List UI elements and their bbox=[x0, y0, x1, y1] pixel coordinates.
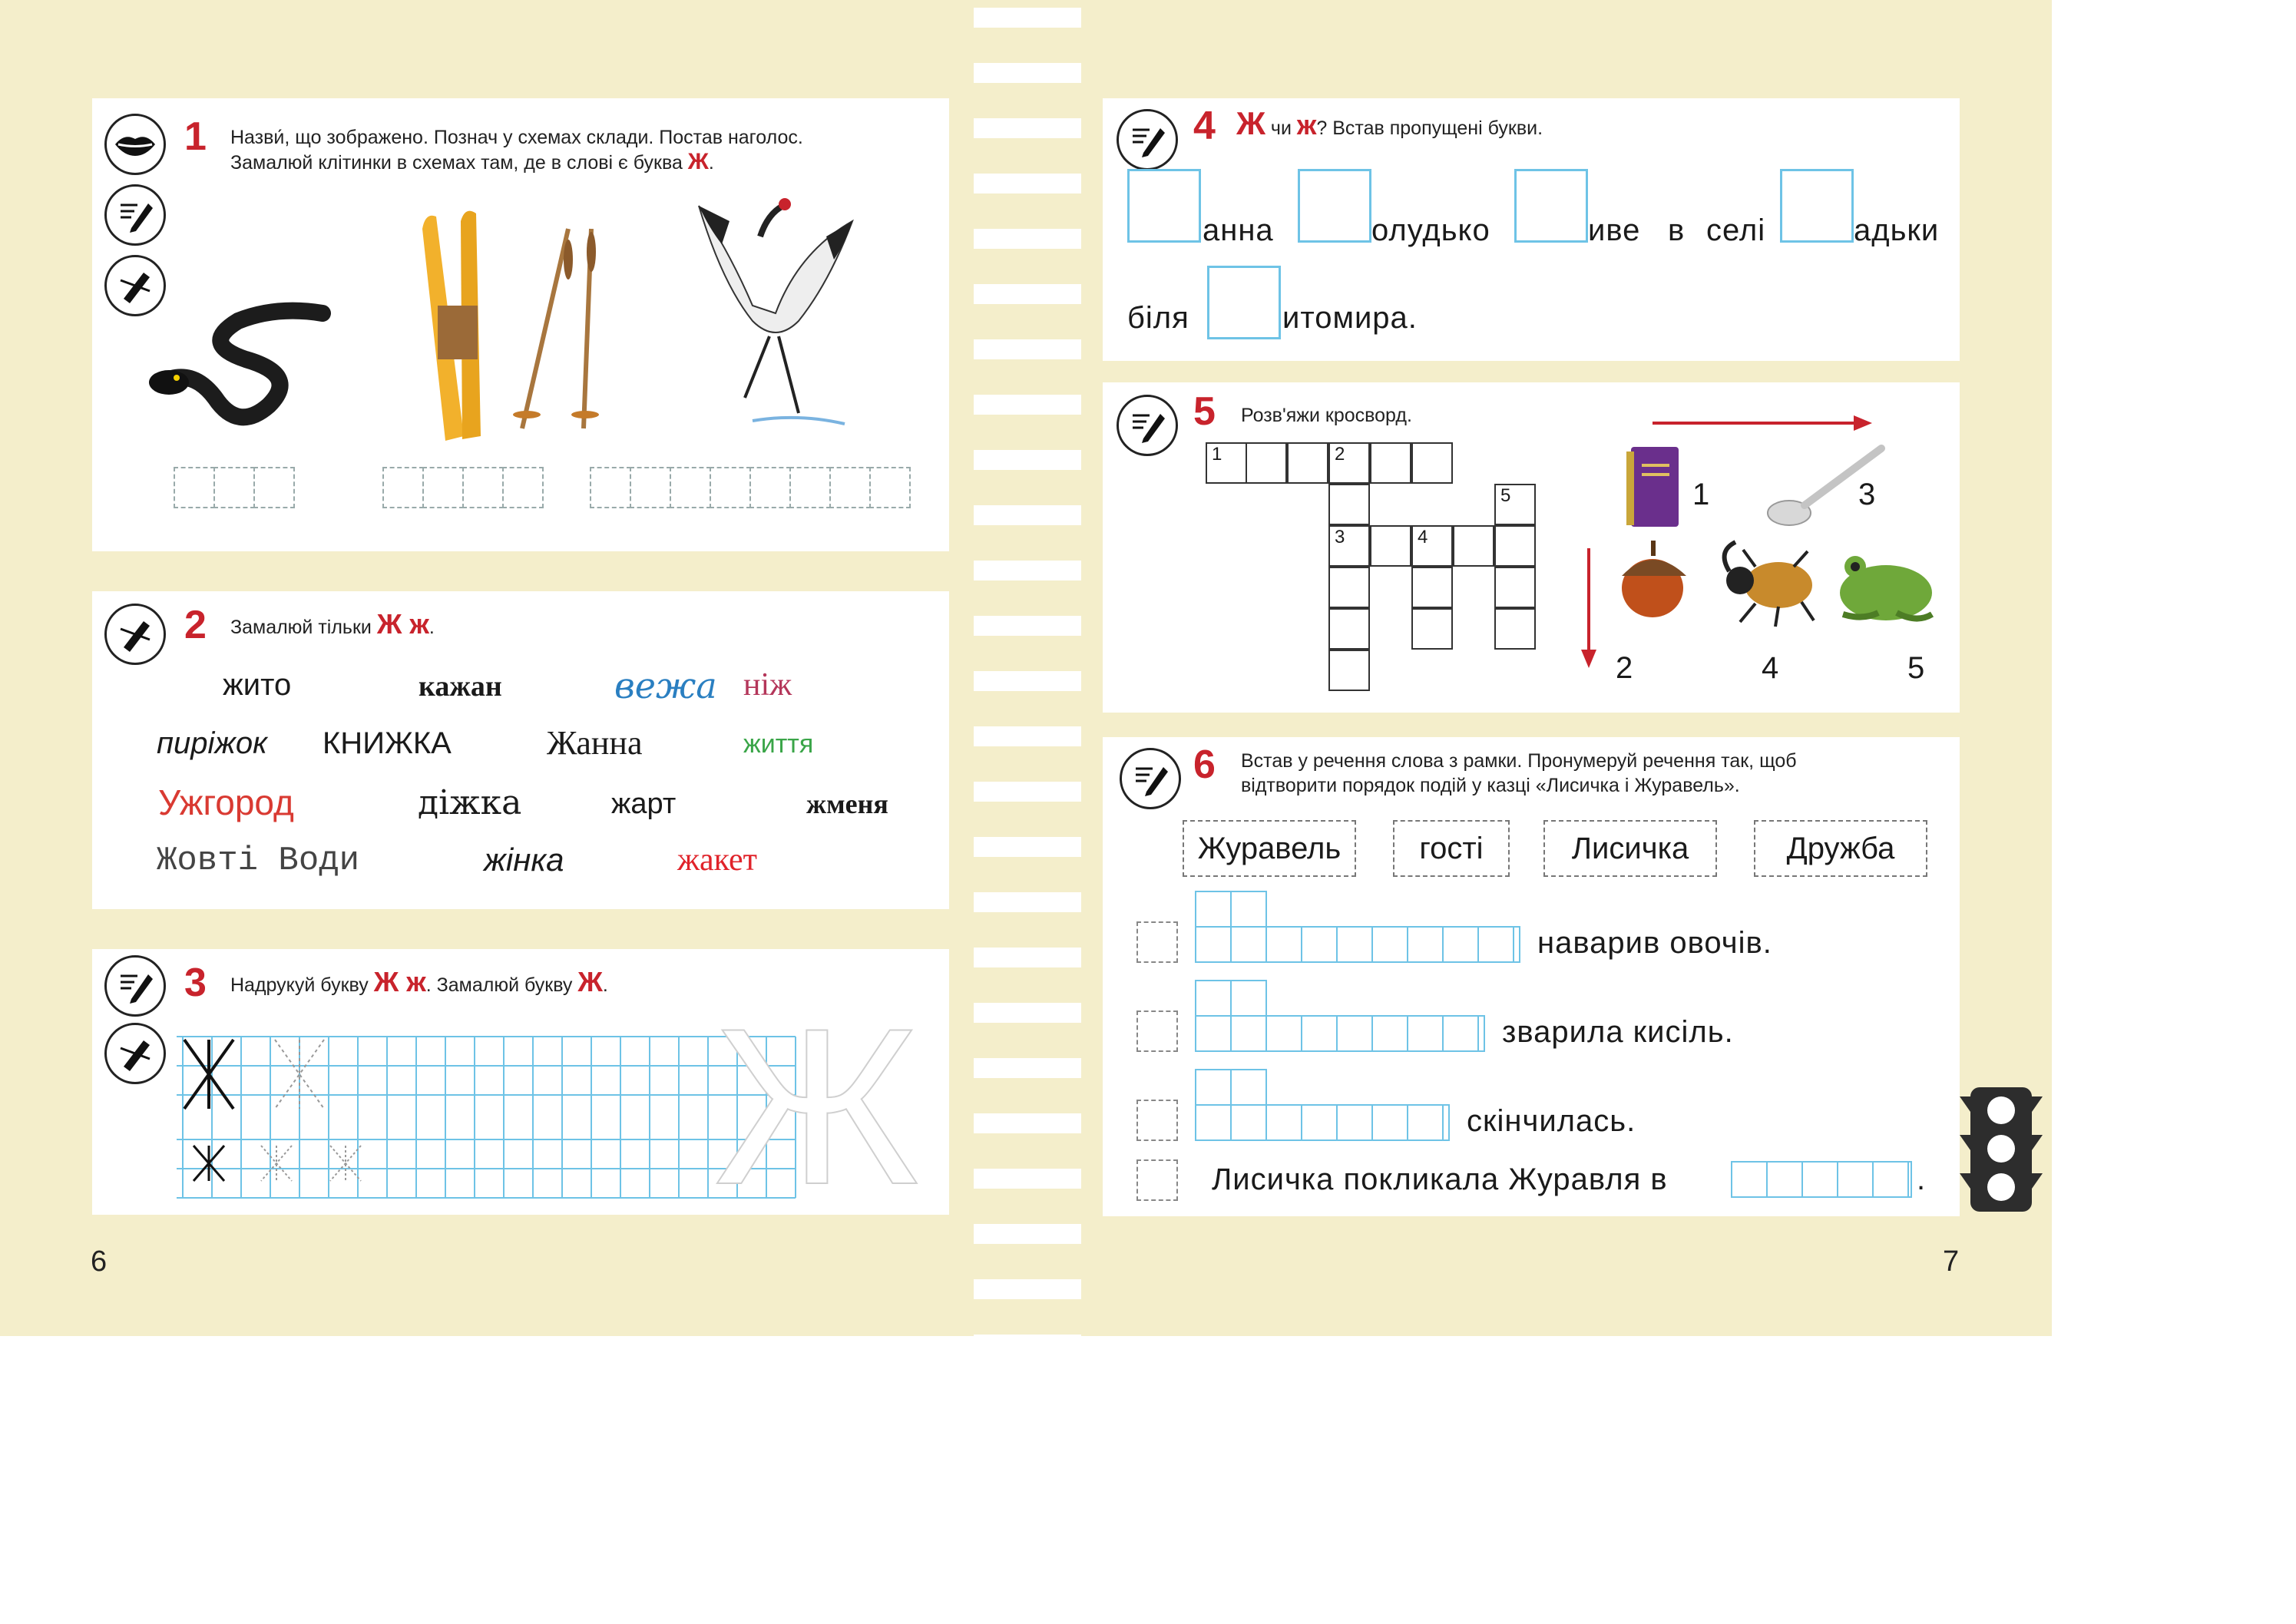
spine-strip bbox=[974, 8, 1081, 28]
pencil-write-icon bbox=[1120, 748, 1181, 809]
word-kazhan[interactable]: кажан bbox=[419, 670, 502, 703]
frame-word-druzhba[interactable]: Дружба bbox=[1754, 820, 1927, 877]
exercise-3-number: 3 bbox=[184, 961, 207, 1005]
spine-strip bbox=[974, 1113, 1081, 1133]
spine-strip bbox=[974, 1169, 1081, 1189]
spine-strip bbox=[974, 1058, 1081, 1078]
spine-strip bbox=[974, 395, 1081, 415]
spine-strip bbox=[974, 671, 1081, 691]
spine-strip bbox=[974, 782, 1081, 802]
spine-strip bbox=[974, 284, 1081, 304]
exercise-1-instruction-line1: Назви́, що зображено. Познач у схемах склади. Постав наголос. bbox=[230, 127, 803, 148]
crossword-cell[interactable] bbox=[1494, 608, 1536, 650]
sentence-2-text: зварила кисіль. bbox=[1502, 1015, 1734, 1049]
pic-label-1: 1 bbox=[1692, 478, 1710, 511]
crossword-cell[interactable] bbox=[1411, 608, 1453, 650]
crossed-pencil-icon bbox=[104, 1023, 166, 1084]
word-zhanna[interactable]: Жанна bbox=[547, 724, 643, 762]
crossword-cell[interactable] bbox=[1411, 567, 1453, 608]
sentence-4-text: Лисичка покликала Журавля в bbox=[1212, 1163, 1668, 1196]
order-box-2[interactable] bbox=[1136, 1010, 1178, 1052]
letter-box-3[interactable] bbox=[1514, 169, 1588, 243]
word-zhinka[interactable]: жінка bbox=[484, 842, 564, 878]
fragment-oludko: олудько bbox=[1371, 213, 1490, 247]
spine-strip bbox=[974, 837, 1081, 857]
word-dizhka[interactable]: діжка bbox=[418, 783, 522, 822]
letter-box-4[interactable] bbox=[1780, 169, 1854, 243]
page-number-right: 7 bbox=[1943, 1245, 1960, 1278]
fragment-ytomyra: итомира. bbox=[1282, 301, 1418, 335]
sentence-1-text: наварив овочів. bbox=[1537, 926, 1772, 960]
exercise-3-instruction: Надрукуй букву Ж ж. Замалюй букву Ж. bbox=[230, 966, 608, 997]
spine-strip bbox=[974, 616, 1081, 636]
fragment-seli: селі bbox=[1706, 213, 1766, 247]
word-uzhhorod[interactable]: Ужгород bbox=[158, 782, 294, 822]
frame-word-zhuravel[interactable]: Журавель bbox=[1183, 820, 1356, 877]
book-picture bbox=[1625, 441, 1686, 533]
exercise-1-panel bbox=[92, 98, 949, 551]
word-knyzhka[interactable]: КНИЖКА bbox=[323, 726, 452, 760]
word-zhyto[interactable]: жито bbox=[223, 668, 292, 702]
fragment-adky: адьки bbox=[1854, 213, 1940, 247]
fragment-yve: иве bbox=[1588, 213, 1641, 247]
answer-row-3[interactable] bbox=[1195, 1104, 1450, 1141]
crossword-cell[interactable]: 1 bbox=[1206, 442, 1247, 484]
pencil-write-icon bbox=[1117, 395, 1178, 456]
word-nizh[interactable]: ніж bbox=[743, 667, 792, 703]
crossword-cell[interactable] bbox=[1453, 525, 1494, 567]
spine-strip bbox=[974, 63, 1081, 83]
spine-strip bbox=[974, 1279, 1081, 1299]
spine-strip bbox=[974, 174, 1081, 193]
exercise-4-panel bbox=[1103, 98, 1960, 361]
sentence-4-end: . bbox=[1917, 1163, 1927, 1196]
letter-box-2[interactable] bbox=[1298, 169, 1371, 243]
crossword-cell[interactable] bbox=[1494, 525, 1536, 567]
spine-strip bbox=[974, 1335, 1081, 1354]
spine-strip bbox=[974, 561, 1081, 580]
writing-grid[interactable] bbox=[177, 1030, 799, 1207]
arrow-right-icon bbox=[1653, 412, 1875, 435]
crossword-cell[interactable] bbox=[1287, 442, 1328, 484]
scheme-skis[interactable] bbox=[382, 467, 542, 511]
exercise-4-instruction: Ж чи ж? Встав пропущені букви. bbox=[1236, 105, 1543, 141]
exercise-6-number: 6 bbox=[1193, 743, 1216, 787]
scheme-snake[interactable] bbox=[174, 467, 293, 511]
exercise-1-number: 1 bbox=[184, 114, 207, 159]
answer-row-1[interactable] bbox=[1195, 926, 1520, 963]
answer-row-4[interactable] bbox=[1731, 1161, 1912, 1198]
spine-strip bbox=[974, 1224, 1081, 1244]
pic-label-5: 5 bbox=[1907, 651, 1925, 685]
sentence-3-text: скінчилась. bbox=[1467, 1104, 1636, 1138]
spine-strip bbox=[974, 948, 1081, 967]
pic-label-3: 3 bbox=[1858, 478, 1876, 511]
fragment-v: в bbox=[1668, 213, 1685, 247]
page-number-left: 6 bbox=[91, 1245, 108, 1278]
fragment-anna: анна bbox=[1203, 213, 1274, 247]
acorn-picture bbox=[1614, 536, 1699, 620]
skis-picture bbox=[415, 206, 614, 451]
order-box-4[interactable] bbox=[1136, 1159, 1178, 1201]
pencil-write-icon bbox=[104, 184, 166, 246]
exercise-2-number: 2 bbox=[184, 603, 207, 647]
order-box-1[interactable] bbox=[1136, 921, 1178, 963]
fragment-bilia: біля bbox=[1127, 301, 1189, 335]
frame-word-lysychka[interactable]: Лисичка bbox=[1543, 820, 1717, 877]
frog-picture bbox=[1832, 544, 1940, 628]
traffic-light-icon bbox=[1960, 1086, 2043, 1213]
word-zhart[interactable]: жарт bbox=[611, 788, 677, 820]
word-zhaket[interactable]: жакет bbox=[677, 842, 758, 878]
crossword-cell[interactable] bbox=[1494, 567, 1536, 608]
scheme-crane[interactable] bbox=[590, 467, 909, 511]
letter-box-5[interactable] bbox=[1207, 266, 1281, 339]
exercise-6-panel bbox=[1103, 737, 1960, 1216]
crossword-cell[interactable] bbox=[1370, 525, 1411, 567]
crossword-cell[interactable]: 2 bbox=[1328, 442, 1370, 484]
arrow-down-icon bbox=[1577, 548, 1600, 671]
spine-strip bbox=[974, 450, 1081, 470]
exercise-2-instruction: Замалюй тільки Ж ж. bbox=[230, 608, 435, 640]
spine-strip bbox=[974, 505, 1081, 525]
crossword-cell[interactable]: 4 bbox=[1411, 525, 1453, 567]
exercise-2-panel bbox=[92, 591, 949, 909]
exercise-3-panel bbox=[92, 949, 949, 1231]
pic-label-2: 2 bbox=[1616, 651, 1633, 685]
spine-strip bbox=[974, 229, 1081, 249]
exercise-5-panel bbox=[1103, 382, 1960, 713]
pic-label-4: 4 bbox=[1762, 651, 1779, 685]
crossword-cell[interactable] bbox=[1411, 442, 1453, 484]
crossword-cell[interactable]: 3 bbox=[1328, 525, 1370, 567]
snake-picture bbox=[146, 298, 346, 436]
pencil-write-icon bbox=[1117, 109, 1178, 170]
spine-strip bbox=[974, 118, 1081, 138]
exercise-4-number: 4 bbox=[1193, 104, 1216, 148]
word-zhovti-vody[interactable]: Жовті Води bbox=[157, 842, 360, 880]
crossword-cell[interactable]: 5 bbox=[1494, 484, 1536, 525]
answer-row-2[interactable] bbox=[1195, 1015, 1485, 1052]
crossword-cell[interactable] bbox=[1370, 442, 1411, 484]
crossword-cell[interactable] bbox=[1246, 442, 1287, 484]
frame-word-gosti[interactable]: гості bbox=[1393, 820, 1510, 877]
exercise-5-instruction: Розв'яжи кросворд. bbox=[1241, 405, 1412, 426]
crossword-cell[interactable] bbox=[1328, 650, 1370, 691]
spine-strip bbox=[974, 892, 1081, 912]
spine-strip bbox=[974, 1003, 1081, 1023]
spine-strip bbox=[974, 726, 1081, 746]
crossword-cell[interactable] bbox=[1328, 567, 1370, 608]
exercise-1-instruction-line2: Замалюй клітинки в схемах там, де в слові є буква Ж. bbox=[230, 149, 714, 174]
spine-strip bbox=[974, 339, 1081, 359]
exercise-6-instruction-line1: Встав у речення слова з рамки. Пронумеруй речення так, щоб bbox=[1241, 750, 1797, 772]
crossword-cell[interactable] bbox=[1328, 608, 1370, 650]
word-vezha[interactable]: вежа bbox=[614, 665, 717, 706]
exercise-5-number: 5 bbox=[1193, 389, 1216, 434]
outline-letter-zh[interactable]: Ж bbox=[714, 982, 920, 1231]
word-pirizhok[interactable]: пиріжок bbox=[157, 726, 268, 760]
letter-box-1[interactable] bbox=[1127, 169, 1201, 243]
pencil-write-icon bbox=[104, 955, 166, 1017]
word-zhmenia[interactable]: жменя bbox=[806, 789, 888, 819]
beetle-picture bbox=[1709, 536, 1825, 628]
crossed-pencil-icon bbox=[104, 604, 166, 665]
exercise-6-instruction-line2: відтворити порядок подій у казці «Лисичка і Журавель». bbox=[1241, 775, 1740, 796]
word-zhyttia[interactable]: життя bbox=[743, 729, 814, 759]
crossword-cell[interactable] bbox=[1328, 484, 1370, 525]
lips-icon bbox=[104, 114, 166, 175]
crane-picture bbox=[683, 190, 868, 444]
order-box-3[interactable] bbox=[1136, 1100, 1178, 1141]
